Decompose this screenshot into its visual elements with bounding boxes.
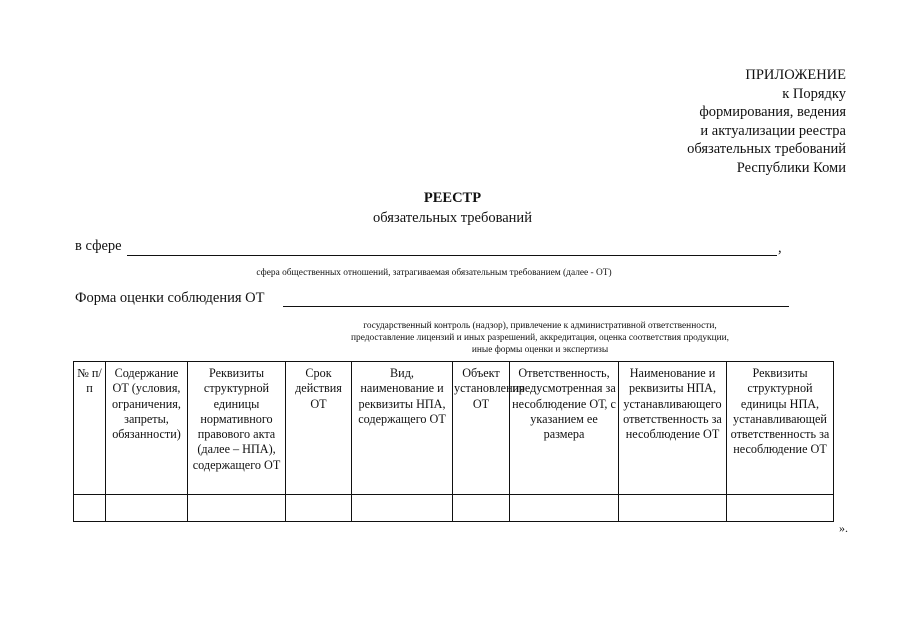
form-hint-line: государственный контроль (надзор), привлечение к административной ответственности, (363, 321, 717, 331)
appendix-line: ПРИЛОЖЕНИЕ (745, 67, 846, 83)
table-cell (619, 495, 727, 522)
header-liability: Ответственность, предусмотренная за несоблюдение ОТ, с указанием ее размера (510, 362, 619, 495)
closing-quote: ». (839, 521, 848, 535)
header-liability-unit: Реквизиты структурной единицы НПА, устанавливающей ответственность за несоблюдение ОТ (727, 362, 834, 495)
header-content: Содержание ОТ (условия, ограничения, запреты, обязанности) (106, 362, 188, 495)
sphere-hint: сфера общественных отношений, затрагиваемая обязательным требованием (далее - ОТ) (256, 268, 612, 278)
header-npa-type: Вид, наименование и реквизиты НПА, содержащего ОТ (352, 362, 453, 495)
appendix-line: Республики Коми (736, 159, 846, 176)
table-row (74, 495, 834, 522)
form-hint-line: предоставление лицензий и иных разрешений, аккредитация, оценка соответствия продукции, (351, 333, 729, 343)
document-title: РЕЕСТР (423, 190, 482, 206)
table-cell (453, 495, 510, 522)
form-fill-line (283, 306, 789, 307)
registry-table (73, 361, 834, 522)
form-hint (290, 320, 790, 356)
table-cell (510, 495, 619, 522)
header-liability-npa: Наименование и реквизиты НПА, устанавливающего ответственность за несоблюдение ОТ (619, 362, 727, 495)
sphere-fill-line (127, 255, 777, 256)
table-cell (286, 495, 352, 522)
table-cell (106, 495, 188, 522)
header-number: № п/п (74, 362, 106, 495)
appendix-line: формирования, ведения (699, 104, 846, 121)
appendix-line: и актуализации реестра (700, 122, 846, 139)
form-hint-line: иные формы оценки и экспертизы (471, 345, 609, 355)
sphere-label: в сфере (75, 238, 122, 254)
table-cell (727, 495, 834, 522)
header-term: Срок действия ОТ (286, 362, 352, 495)
table-header-row (74, 362, 834, 495)
form-label: Форма оценки соблюдения ОТ (75, 290, 265, 306)
table-cell (74, 495, 106, 522)
header-npa-unit: Реквизиты структурной единицы нормативного правового акта (далее – НПА), содержащего ОТ (188, 362, 286, 495)
header-object: Объект установления ОТ (453, 362, 510, 495)
table-cell (352, 495, 453, 522)
appendix-line: обязательных требований (687, 141, 846, 158)
sphere-comma: , (778, 240, 782, 256)
appendix-line: к Порядку (782, 85, 846, 102)
document-subtitle: обязательных требований (373, 210, 532, 226)
appendix-block (616, 66, 846, 178)
table-cell (188, 495, 286, 522)
